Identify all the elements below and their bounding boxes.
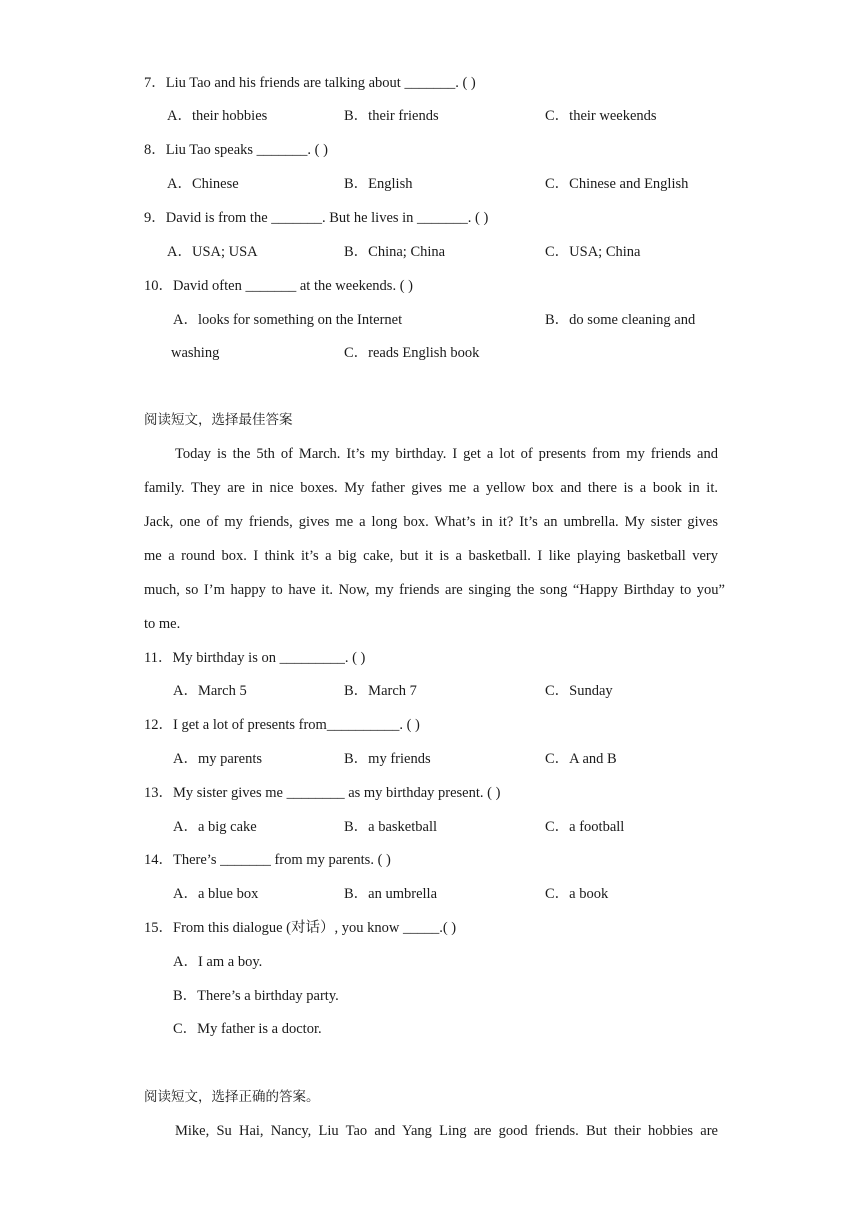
q9-option-a: A．USA; USA — [167, 244, 258, 260]
question-8: 8．Liu Tao speaks _______. ( ) — [144, 142, 328, 158]
passage-line-text: Mike, Su Hai, Nancy, Liu Tao and Yang Ling are good friends. But their hobbies are — [175, 1123, 718, 1139]
q10-option-c: C．reads English book — [344, 345, 480, 361]
question-14: 14．There’s _______ from my parents. ( ) — [144, 852, 391, 868]
passage-line-text: Today is the 5th of March. It’s my birthday. I get a lot of presents from my friends and — [175, 446, 718, 462]
passage-line-text: family. They are in nice boxes. My father gives me a yellow box and there is a book in it. — [144, 480, 718, 496]
passage-line: to me. — [144, 616, 181, 632]
question-9: 9．David is from the _______. But he lives in _______. ( ) — [144, 210, 489, 226]
passage-line — [144, 580, 725, 600]
q10-option-b: B．do some cleaning and — [545, 312, 696, 328]
question-13: 13．My sister gives me ________ as my birthday present. ( ) — [144, 785, 501, 801]
q12-option-c: C．A and B — [545, 751, 617, 767]
q14-option-c: C．a book — [545, 886, 609, 902]
q7-option-a: A．their hobbies — [167, 108, 268, 124]
q8-option-a: A．Chinese — [167, 176, 239, 192]
passage-line-text: me a round box. I think it’s a big cake, but it is a basketball. I like playing basketball very — [144, 548, 718, 564]
q8-option-c: C．Chinese and English — [545, 176, 689, 192]
q13-option-a: A．a big cake — [173, 819, 257, 835]
q15-option-a: A．I am a boy. — [173, 954, 263, 970]
q13-option-c: C．a football — [545, 819, 625, 835]
section-heading-reading-2: 阅读短文，选择正确的答案。 — [144, 1089, 320, 1105]
q10-option-a: A．looks for something on the Internet — [173, 312, 403, 328]
q9-option-c: C．USA; China — [545, 244, 641, 260]
q15-option-b: B．There’s a birthday party. — [173, 988, 339, 1004]
q11-option-a: A．March 5 — [173, 683, 247, 699]
q7-option-c: C．their weekends — [545, 108, 657, 124]
passage-line — [144, 512, 718, 532]
q8-option-b: B．English — [344, 176, 413, 192]
q12-option-b: B．my friends — [344, 751, 431, 767]
q11-option-c: C．Sunday — [545, 683, 613, 699]
q14-option-b: B．an umbrella — [344, 886, 438, 902]
q9-option-b: B．China; China — [344, 244, 446, 260]
passage-line — [144, 1121, 718, 1141]
question-7: 7．Liu Tao and his friends are talking about _______. ( ) — [144, 75, 476, 91]
q13-option-b: B．a basketball — [344, 819, 438, 835]
q10-option-b-continued: washing — [171, 345, 220, 361]
question-12: 12．I get a lot of presents from__________. ( ) — [144, 717, 420, 733]
passage-line — [144, 546, 718, 566]
section-heading-reading-1: 阅读短文，选择最佳答案 — [144, 412, 293, 428]
passage-line-text: Jack, one of my friends, gives me a long box. What’s in it? It’s an umbrella. My sister gives — [144, 514, 718, 530]
q15-option-c: C．My father is a doctor. — [173, 1021, 322, 1037]
q7-option-b: B．their friends — [344, 108, 439, 124]
passage-line-text: much, so I’m happy to have it. Now, my friends are singing the song “Happy Birthday to you” — [144, 582, 725, 598]
passage-line — [144, 478, 718, 498]
q14-option-a: A．a blue box — [173, 886, 259, 902]
passage-line — [144, 444, 718, 464]
question-11: 11．My birthday is on _________. ( ) — [144, 650, 366, 666]
question-10: 10．David often _______ at the weekends. ( ) — [144, 278, 413, 294]
question-15: 15．From this dialogue (对话）, you know _____.( ) — [144, 920, 457, 936]
q12-option-a: A．my parents — [173, 751, 262, 767]
q11-option-b: B．March 7 — [344, 683, 417, 699]
